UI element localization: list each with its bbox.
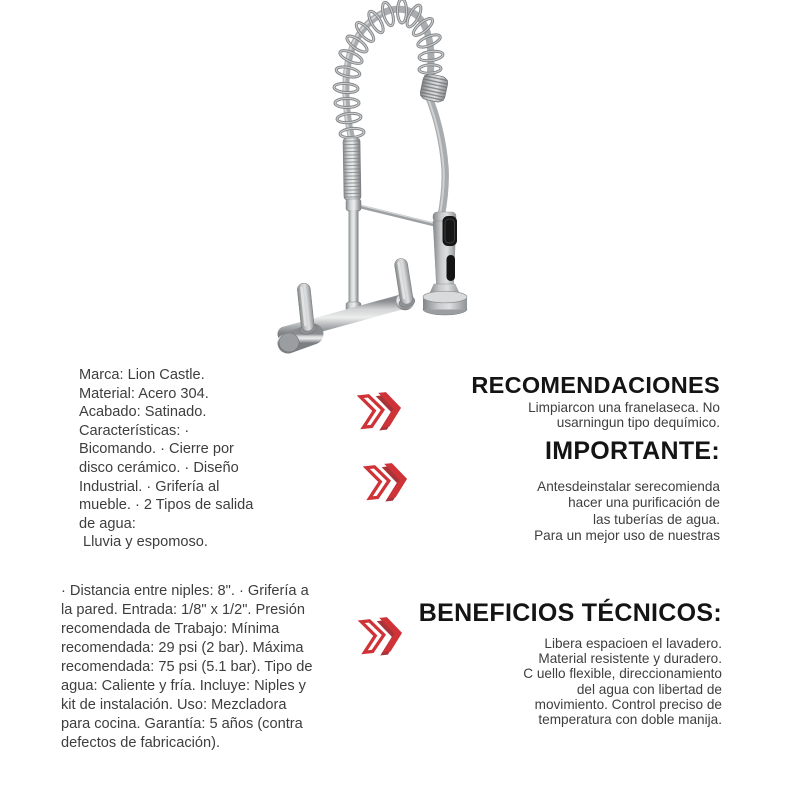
kitchen-faucet-image bbox=[255, 0, 495, 365]
benefits-title: BENEFICIOS TÉCNICOS: bbox=[418, 599, 722, 627]
recommendations-title: RECOMENDACIONES bbox=[471, 372, 720, 398]
coil-sleeve bbox=[343, 138, 361, 200]
hose bbox=[427, 95, 446, 217]
coil-knot bbox=[419, 73, 449, 104]
double-chevron-icon bbox=[363, 458, 411, 504]
benefits-text: Libera espacioen el lavadero. Material resistente y duradero. C uello flexible, direccionamiento del agua con libertad de movimiento. Control preciso de temperatura con doble manija. bbox=[523, 636, 722, 728]
spring-arch bbox=[334, 0, 444, 140]
spec-primary-text: Marca: Lion Castle. Material: Acero 304. Acabado: Satinado. Características: · Bicomando. · Cierre por disco cerámico. · Diseño Industrial. · Grifería al mueble. · 2 Tipos de salida de agua: Lluvia y espomoso. bbox=[79, 367, 254, 551]
support-rod bbox=[358, 205, 436, 225]
important-title: IMPORTANTE: bbox=[544, 437, 720, 465]
spec-secondary-text: · Distancia entre niples: 8". · Grifería a la pared. Entrada: 1/8" x 1/2". Presión recomendada de Trabajo: Mínima recomendada: 29 psi (2 bar). Máxima recomendada: 75 psi (5.1 bar). Tipo de agua: Caliente y fría. Incluye: Niples y kit de instalación. Uso: Mezcladora para cocina. Garantía: 5 años (contra defectos de fabricación). bbox=[61, 583, 313, 751]
double-chevron-icon bbox=[358, 612, 406, 658]
important-text: Antesdeinstalar serecomienda hacer una purificación de las tuberías de agua. Para un mejor uso de nuestras bbox=[534, 479, 720, 543]
sprayer-holder bbox=[423, 291, 467, 315]
sprayer-head bbox=[429, 212, 461, 296]
recommendations-text: Limpiarcon una franelaseca. No usarningun tipo dequímico. bbox=[528, 400, 720, 431]
riser-pipe bbox=[346, 199, 361, 316]
double-chevron-icon bbox=[357, 387, 405, 433]
